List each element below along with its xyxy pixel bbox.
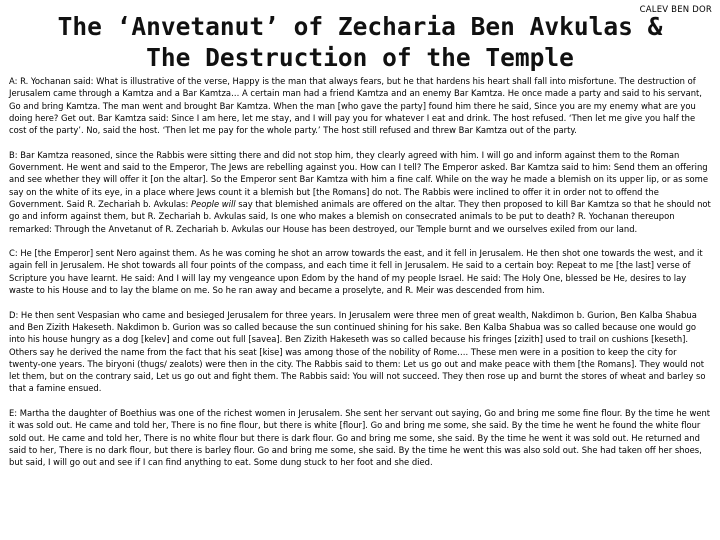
- paragraph-b: [9, 149, 711, 235]
- paragraph-d: D: He then sent Vespasian who came and besieged Jerusalem for three years. In Jerusalem were three men of great wealth, Nakdimon b. Gurion, Ben Kalba Shabua and Ben Zizith Hakeseth. Nakdimon b. Gurion was so called because the sun continued shining for his sake. Ben Kalba Shabua was so called because one would go into his house hungry as a dog [kelev] and come out full [savea]. Ben Zizith Hakeseth was so called because his fringes [zizith] used to trail on cushions [keseth]. Others say he derived the name from the fact that his seat [kise] was among those of the nobility of Rome…. These men were in a position to keep the city for twenty-one years. The biryoni (thugs/ zealots) were then in the city. The Rabbis said to them: Let us go out and make peace with them [the Romans]. They would not let them, but on the contrary said, Let us go out and fight them. The Rabbis said: You will not succeed. They then rose up and burnt the stores of wheat and barley so that a famine ensued.: [9, 309, 706, 394]
- paragraph-e: E: Martha the daughter of Boethius was one of the richest women in Jerusalem. She sent her servant out saying, Go and bring me some fine flour. By the time he went it was sold out. He came and told her, There is no fine flour, but there is white [flour]. Go and bring me some, she said. By the time he went he found the white flour sold out. He came and told her, There is no white flour but there is dark flour. Go and bring me some, she said. By the time he went it was sold out. He returned and said to her, There is no dark flour, but there is barley flour. Go and bring me some, she said. By the time he went this was also sold out. She had taken off her shoes, but said, I will go out and see if I can find anything to eat. Some dung stuck to her foot and she died.: [9, 408, 711, 468]
- paragraph-b-emphasis: People will: [191, 198, 236, 209]
- title-line-2: The Destruction of the Temple: [146, 43, 574, 72]
- paragraph-c: C: He [the Emperor] sent Nero against them. As he was coming he shot an arrow towards the east, and it fell in Jerusalem. He then shot one towards the west, and it again fell in Jerusalem. He shot towards all four points of the compass, and each time it fell in Jerusalem. He said to a certain boy: Repeat to me [the last] verse of Scripture you have learnt. He said: And I will lay my vengeance upon Edom by the hand of my people Israel. He said: The Holy One, blessed be He, desires to lay waste to his House and to lay the blame on me. So he ran away and became a proselyte, and R. Meir was descended from him.: [9, 248, 703, 296]
- title-line-1: The ‘Anvetanut’ of Zecharia Ben Avkulas &: [57, 12, 663, 41]
- paragraph-b-text-end: say that blemished animals are offered on the altar. They then proposed to kill Bar Kamtza so that he should not go and inform against them, but R. Zechariah b. Avkulas said, Is one who makes a blemish on consecrated animals to be put to death? R. Yochanan thereupon remarked: Through the Anvetanut of R. Zechariah b. Avkulas our House has been destroyed, our Temple burnt and we ourselves exiled from our land.: [9, 198, 711, 234]
- document-body: [9, 75, 711, 469]
- page-title: [0, 0, 720, 73]
- author-name: CALEV BEN DOR: [639, 5, 712, 15]
- paragraph-b-text-start: B: Bar Kamtza reasoned, since the Rabbis were sitting there and did not stop him, they clearly agreed with him. I will go and inform against them to the Roman Government. He went and said to the Emperor, The Jews are rebelling against you. How can I tell? The Emperor asked. Bar Kamtza said to him: Send them an offering and see whether they will offer it [on the altar]. So the Emperor sent Bar Kamtza with him a fine calf. While on the way he made a blemish on its upper lip, or as some say on the white of its eye, in a place where Jews count it a blemish but [the Romans] do not. The Rabbis were inclined to offer it in order not to offend the Government. Said R. Zechariah b. Avkulas:: [9, 149, 708, 209]
- paragraph-a: A: R. Yochanan said: What is illustrative of the verse, Happy is the man that always fears, but he that hardens his heart shall fall into misfortune. The destruction of Jerusalem came through a Kamtza and a Bar Kamtza… A certain man had a friend Kamtza and an enemy Bar Kamtza. He once made a party and said to his servant, Go and bring Kamtza. The man went and brought Bar Kamtza. When the man [who gave the party] found him there he said, Since you are my enemy what are you doing here? Get out. Bar Kamtza said: Since I am here, let me stay, and I will pay you for whatever I eat and drink. The host refused. ‘Then let me give you half the cost of the party’. No, said the host. ‘Then let me pay for the whole party.’ The host still refused and threw Bar Kamtza out of the party.: [9, 76, 702, 136]
